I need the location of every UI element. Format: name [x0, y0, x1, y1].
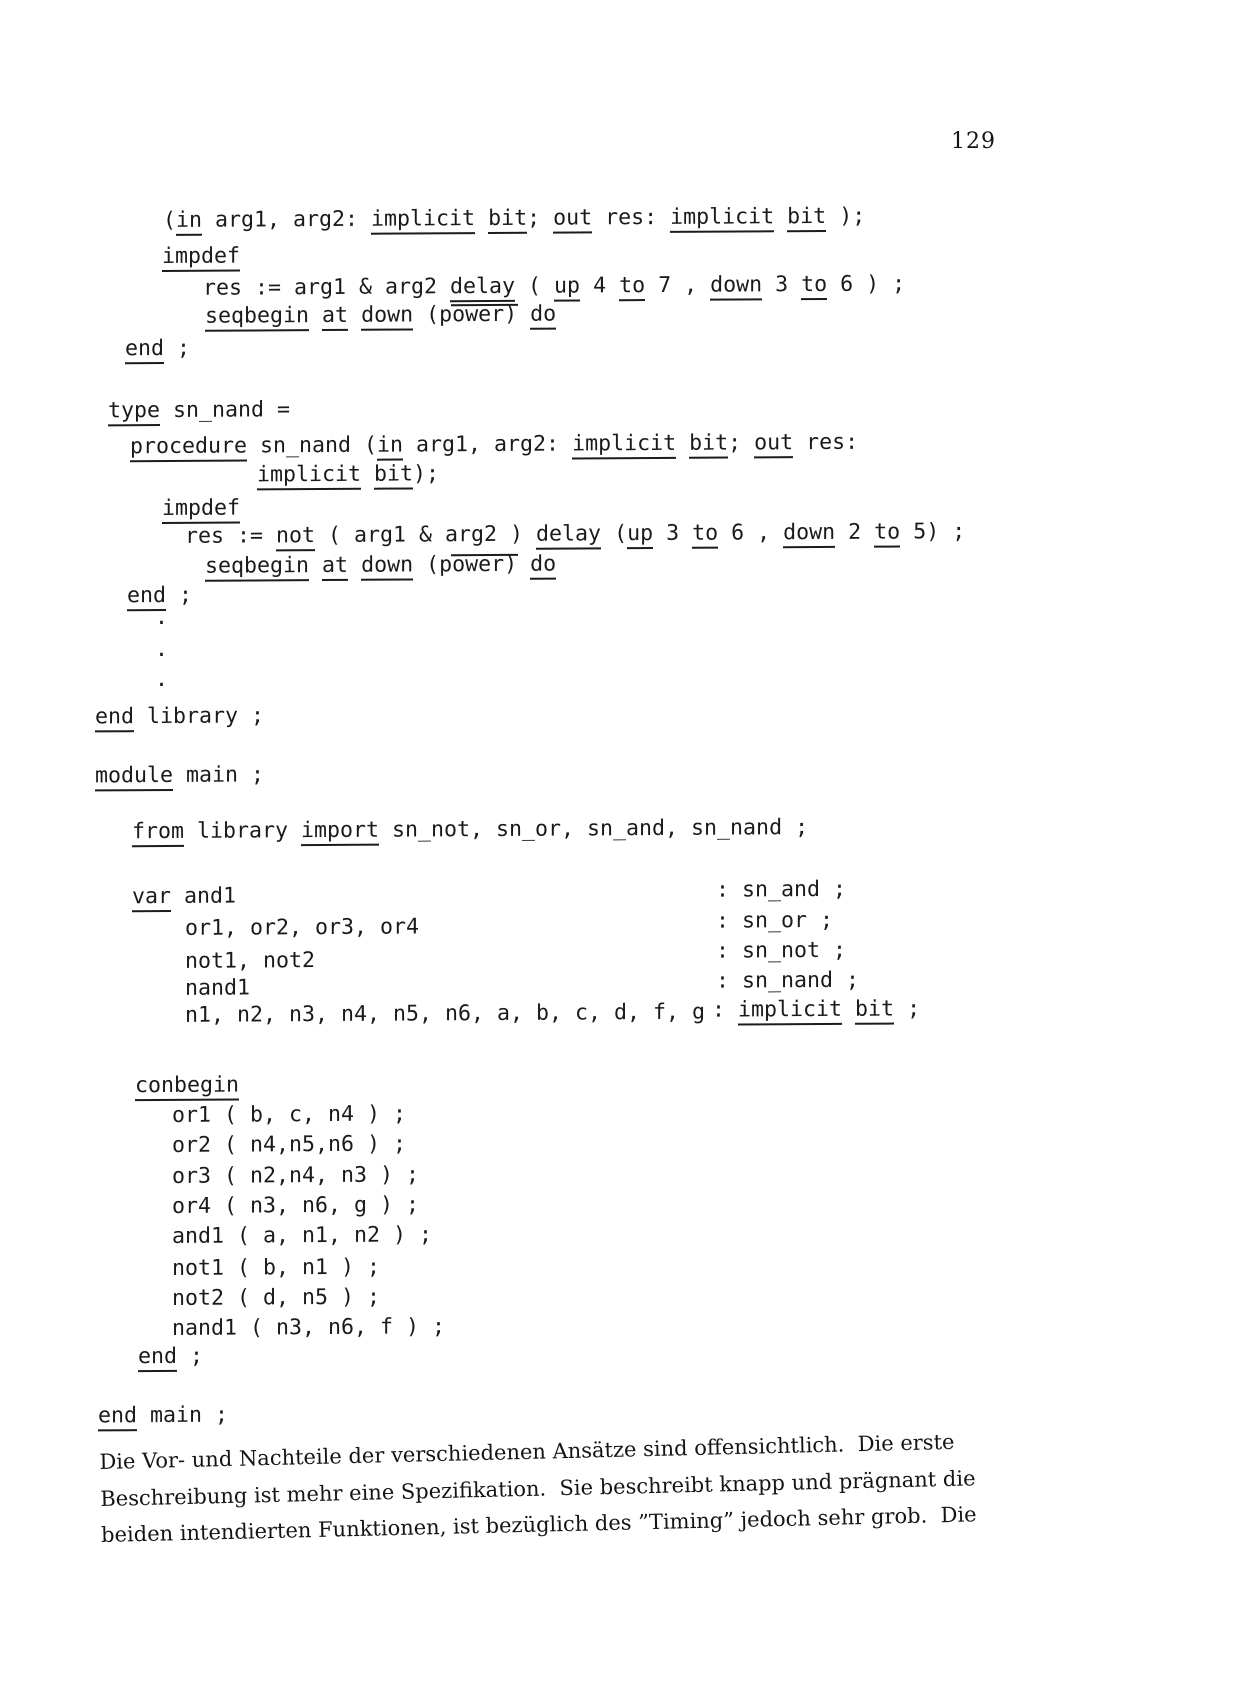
underlined-keyword: conbegin [135, 1073, 239, 1102]
underlined-keyword: at [322, 303, 348, 331]
code-line: . [155, 636, 169, 663]
code-line: : sn_nand ; [716, 967, 860, 994]
overlined-text: ower) [452, 301, 518, 328]
underlined-keyword: seqbegin [205, 553, 309, 582]
code-line: not2 ( d, n5 ) ; [172, 1284, 381, 1311]
code-line: end ; [138, 1344, 203, 1372]
code-line: : sn_or ; [716, 907, 834, 934]
overlined-text: ower) [452, 551, 518, 578]
underlined-keyword: end [95, 704, 134, 732]
underlined-keyword: bit [374, 461, 413, 489]
code-line [162, 244, 240, 272]
underlined-keyword: end [127, 583, 166, 611]
paragraph-line: beiden intendierten Funktionen, ist bezüglich des ”Timing” jedoch sehr grob. Die [100, 1502, 977, 1547]
underlined-keyword: impdef [162, 244, 240, 272]
code-line: res := not ( arg1 & arg2 ) delay (up 3 to 6 , down 2 to 5) ; [185, 519, 965, 552]
code-line: nand1 ( n3, n6, f ) ; [172, 1314, 446, 1341]
underlined-keyword: delay [536, 521, 601, 549]
code-line: var and1 [132, 884, 236, 913]
underlined-keyword: type [108, 398, 160, 426]
underlined-keyword: do [530, 302, 556, 330]
underlined-keyword: bit [787, 204, 826, 232]
code-line: end main ; [98, 1403, 228, 1432]
underlined-keyword: var [132, 884, 171, 912]
underlined-keyword: end [98, 1403, 137, 1431]
underlined-keyword: module [95, 763, 173, 791]
code-line: or1 ( b, c, n4 ) ; [172, 1101, 407, 1128]
code-line: n1, n2, n3, n4, n5, n6, a, b, c, d, f, g [185, 999, 706, 1028]
code-line: res := arg1 & arg2 delay ( up 4 to 7 , down 3 to 6 ) ; [203, 271, 906, 301]
code-line: implicit bit); [257, 461, 439, 490]
underlined-keyword: seqbegin [205, 303, 309, 332]
code-line: end library ; [95, 703, 264, 732]
code-line: not1, not2 [185, 948, 316, 974]
code-line: . [155, 666, 169, 693]
code-line: : sn_and ; [716, 876, 847, 903]
code-line: or4 ( n3, n6, g ) ; [172, 1192, 420, 1219]
underlined-keyword: down [783, 520, 835, 548]
code-line: : implicit bit ; [712, 996, 920, 1025]
underlined-keyword: to [874, 520, 900, 548]
code-line: end ; [125, 336, 190, 364]
code-line: seqbegin at down (power) do [205, 302, 556, 332]
underlined-keyword: not [276, 523, 315, 551]
code-line: type sn_nand = [108, 397, 290, 426]
underlined-keyword: down [361, 302, 413, 330]
underlined-keyword: in [377, 433, 403, 461]
code-line: or1, or2, or3, or4 [185, 914, 420, 941]
underlined-keyword: impdef [162, 496, 240, 524]
underlined-keyword: implicit [572, 431, 676, 460]
code-line: or3 ( n2,n4, n3 ) ; [172, 1162, 420, 1189]
code-line: not1 ( b, n1 ) ; [172, 1254, 381, 1281]
underlined-keyword: out [754, 430, 793, 458]
code-line: nand1 [185, 975, 251, 1001]
underlined-keyword: implicit [371, 206, 475, 235]
code-line: . [155, 604, 169, 631]
code-line: end ; [127, 583, 192, 611]
code-line: : sn_not ; [716, 937, 847, 964]
body-paragraph [99, 1423, 1001, 1554]
underlined-keyword: to [801, 272, 827, 300]
underlined-keyword: implicit [738, 997, 842, 1026]
underlined-keyword: out [553, 205, 592, 233]
underlined-keyword: implicit [670, 204, 774, 233]
underlined-keyword: in [176, 208, 202, 236]
underlined-keyword: import [301, 818, 379, 846]
underlined-keyword: down [361, 552, 413, 580]
code-line: and1 ( a, n1, n2 ) ; [172, 1222, 433, 1249]
code-line [135, 1073, 239, 1102]
underlined-keyword: to [692, 521, 718, 549]
underlined-keyword: to [619, 273, 645, 301]
underlined-keyword: from [132, 819, 184, 847]
underlined-keyword: end [125, 336, 164, 364]
page-number: 129 [951, 129, 996, 154]
underlined-keyword: bit [855, 997, 894, 1025]
paragraph-line: Die Vor- und Nachteile der verschiedenen Ansätze sind offensichtlich. Die erste [99, 1429, 955, 1474]
underlined-keyword: procedure [130, 433, 247, 462]
code-line: or2 ( n4,n5,n6 ) ; [172, 1131, 407, 1158]
code-line: from library import sn_not, sn_or, sn_and, sn_nand ; [132, 815, 808, 847]
underlined-keyword: bit [488, 206, 527, 234]
code-line: seqbegin at down (power) do [205, 552, 556, 582]
code-line: (in arg1, arg2: implicit bit; out res: implicit bit ); [163, 204, 865, 236]
underlined-keyword: delay [450, 274, 515, 302]
code-line [162, 496, 240, 524]
code-line: module main ; [95, 762, 264, 791]
underlined-keyword: up [554, 273, 580, 301]
underlined-keyword: at [322, 553, 348, 581]
underlined-keyword: down [710, 272, 762, 300]
underlined-keyword: do [530, 552, 556, 580]
paragraph-line: Beschreibung ist mehr eine Spezifikation. Sie beschreibt knapp und prägnant die [100, 1465, 976, 1511]
underlined-keyword: implicit [257, 462, 361, 491]
underlined-keyword: up [627, 521, 653, 549]
underlined-keyword: end [138, 1344, 177, 1372]
code-line: procedure sn_nand (in arg1, arg2: implicit bit; out res: [130, 430, 858, 462]
underlined-keyword: bit [689, 431, 728, 459]
